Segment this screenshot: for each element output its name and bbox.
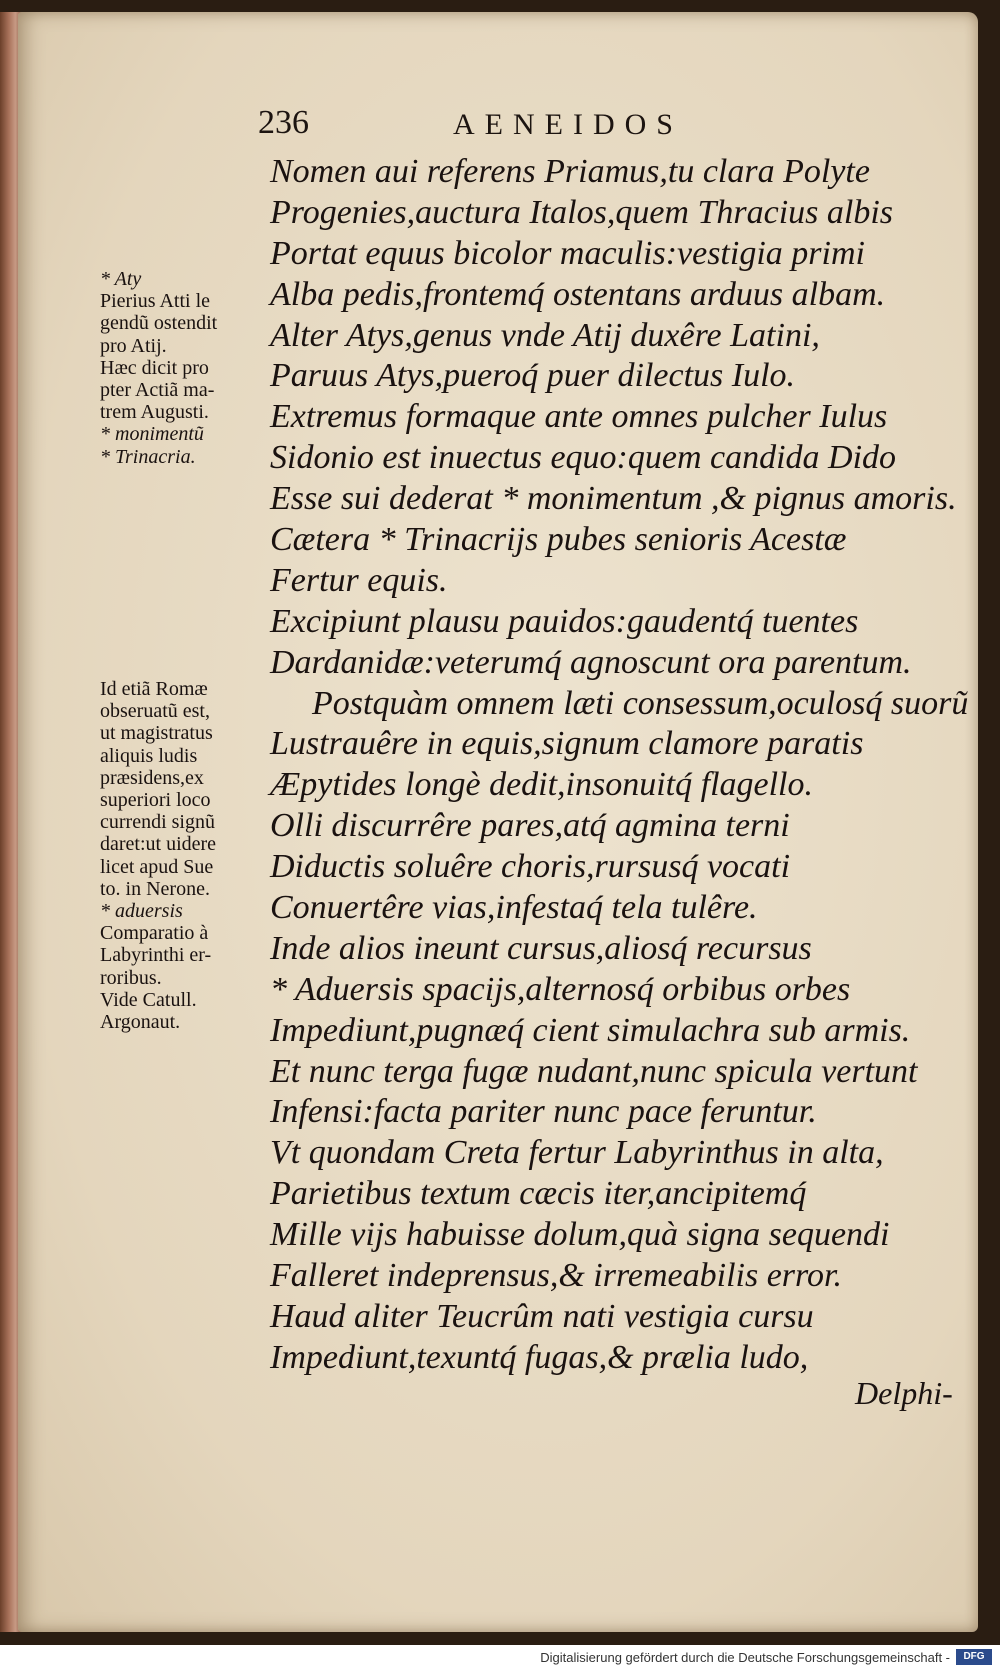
margin-note-line: aliquis ludis <box>100 744 198 767</box>
verse-line: Cætera * Trinacrijs pubes senioris Acestæ <box>270 521 847 559</box>
verse-line: Impediunt,texuntq́ fugas,& prælia ludo, <box>270 1338 809 1376</box>
dfg-logo: DFG <box>956 1649 992 1665</box>
verse-line: Inde alios ineunt cursus,aliosq́ recursus <box>270 929 812 967</box>
margin-note-line: Hæc dicit pro <box>100 356 209 379</box>
margin-note-line: licet apud Sue <box>100 855 214 878</box>
margin-notes-lower <box>100 678 268 1033</box>
verse-line: Mille vijs habuisse dolum,quà signa sequendi <box>270 1216 890 1254</box>
margin-note-line: superiori loco <box>100 789 211 812</box>
catchword: Delphi- <box>855 1375 953 1411</box>
margin-note-line: Argonaut. <box>100 1011 181 1034</box>
verse-line: Et nunc terga fugæ nudant,nunc spicula vertunt <box>270 1052 918 1090</box>
margin-note-line: trem Augusti. <box>100 401 209 424</box>
margin-note-line: Id etiã Romæ <box>100 678 208 700</box>
margin-note-line: * Aty <box>100 268 142 290</box>
margin-note-line: pro Atij. <box>100 334 167 357</box>
verse-line: Vt quondam Creta fertur Labyrinthus in alta, <box>270 1134 884 1172</box>
verse-line: Sidonio est inuectus equo:quem candida Dido <box>270 439 897 477</box>
verse-line: Postquàm omnem læti consessum,oculosq́ suorũ <box>312 684 969 722</box>
digitization-footer <box>0 1645 1000 1669</box>
verse-line: Nomen aui referens Priamus,tu clara Polyte <box>270 153 870 190</box>
margin-note-line: Labyrinthi er- <box>100 944 212 967</box>
verse-line: Alba pedis,frontemq́ ostentans arduus albam. <box>270 275 886 313</box>
verse-line: Progenies,auctura Italos,quem Thracius albis <box>270 193 893 231</box>
footer-credit: Digitalisierung gefördert durch die Deutsche Forschungsgemeinschaft - <box>540 1650 950 1665</box>
verse-line: Alter Atys,genus vnde Atij duxêre Latini, <box>270 316 820 354</box>
margin-note-line: * aduersis <box>100 900 183 923</box>
verse-line: Paruus Atys,pueroq́ puer dilectus Iulo. <box>270 357 796 395</box>
verse-line: Excipiunt plausu pauidos:gaudentq́ tuentes <box>270 602 859 640</box>
margin-note-line: Vide Catull. <box>100 988 197 1011</box>
verse-line: Esse sui dederat * monimentum ,& pignus amoris. <box>270 480 957 518</box>
verse-line: Æpytides longè dedit,insonuitq́ flagello. <box>270 766 814 804</box>
verse-line: Parietibus textum cæcis iter,ancipitemq́ <box>270 1175 807 1213</box>
margin-note-line: currendi signũ <box>100 811 215 834</box>
margin-notes-upper <box>100 268 268 468</box>
margin-note-line: obseruatũ est, <box>100 700 210 723</box>
verse-line: Diductis soluêre choris,rursusq́ vocati <box>270 848 791 886</box>
verse-line: Falleret indeprensus,& irremeabilis error. <box>270 1257 842 1295</box>
verse-line: Portat equus bicolor maculis:vestigia primi <box>270 234 865 272</box>
verse-line: Lustrauêre in equis,signum clamore paratis <box>270 725 864 763</box>
margin-note-line: ut magistratus <box>100 722 213 745</box>
margin-note-line: Pierius Atti le <box>100 290 210 313</box>
margin-note-line: daret:ut uidere <box>100 833 217 856</box>
margin-note-line: * monimentũ <box>100 423 204 446</box>
margin-note-line: præsidens,ex <box>100 766 204 789</box>
margin-note-line: gendũ ostendit <box>100 312 218 335</box>
margin-note-line: pter Actiã ma- <box>100 379 215 402</box>
verse-line: * Aduersis spacijs,alternosq́ orbibus orbes <box>270 970 851 1008</box>
verse-line: Impediunt,pugnæq́ cient simulachra sub armis. <box>270 1011 911 1049</box>
verse-line: Extremus formaque ante omnes pulcher Iulus <box>270 398 888 436</box>
verse-line: Fertur equis. <box>270 561 448 599</box>
verse-line: Haud aliter Teucrûm nati vestigia cursu <box>270 1297 814 1335</box>
margin-note-line: Comparatio à <box>100 922 209 945</box>
margin-note-line: to. in Nerone. <box>100 877 210 900</box>
verse-line: Olli discurrêre pares,atq́ agmina terni <box>270 807 790 845</box>
margin-note-line: * Trinacria. <box>100 445 196 468</box>
verse-text <box>270 152 980 1379</box>
margin-note-line: roribus. <box>100 966 162 989</box>
verse-line: Infensi:facta pariter nunc pace feruntur. <box>270 1093 817 1131</box>
page-header <box>258 104 798 148</box>
running-title: AENEIDOS <box>453 108 683 141</box>
page-number: 236 <box>258 104 309 141</box>
verse-line: Dardanidæ:veterumq́ agnoscunt ora parentum. <box>270 643 912 681</box>
verse-line: Conuertêre vias,infestaq́ tela tulêre. <box>270 889 758 927</box>
